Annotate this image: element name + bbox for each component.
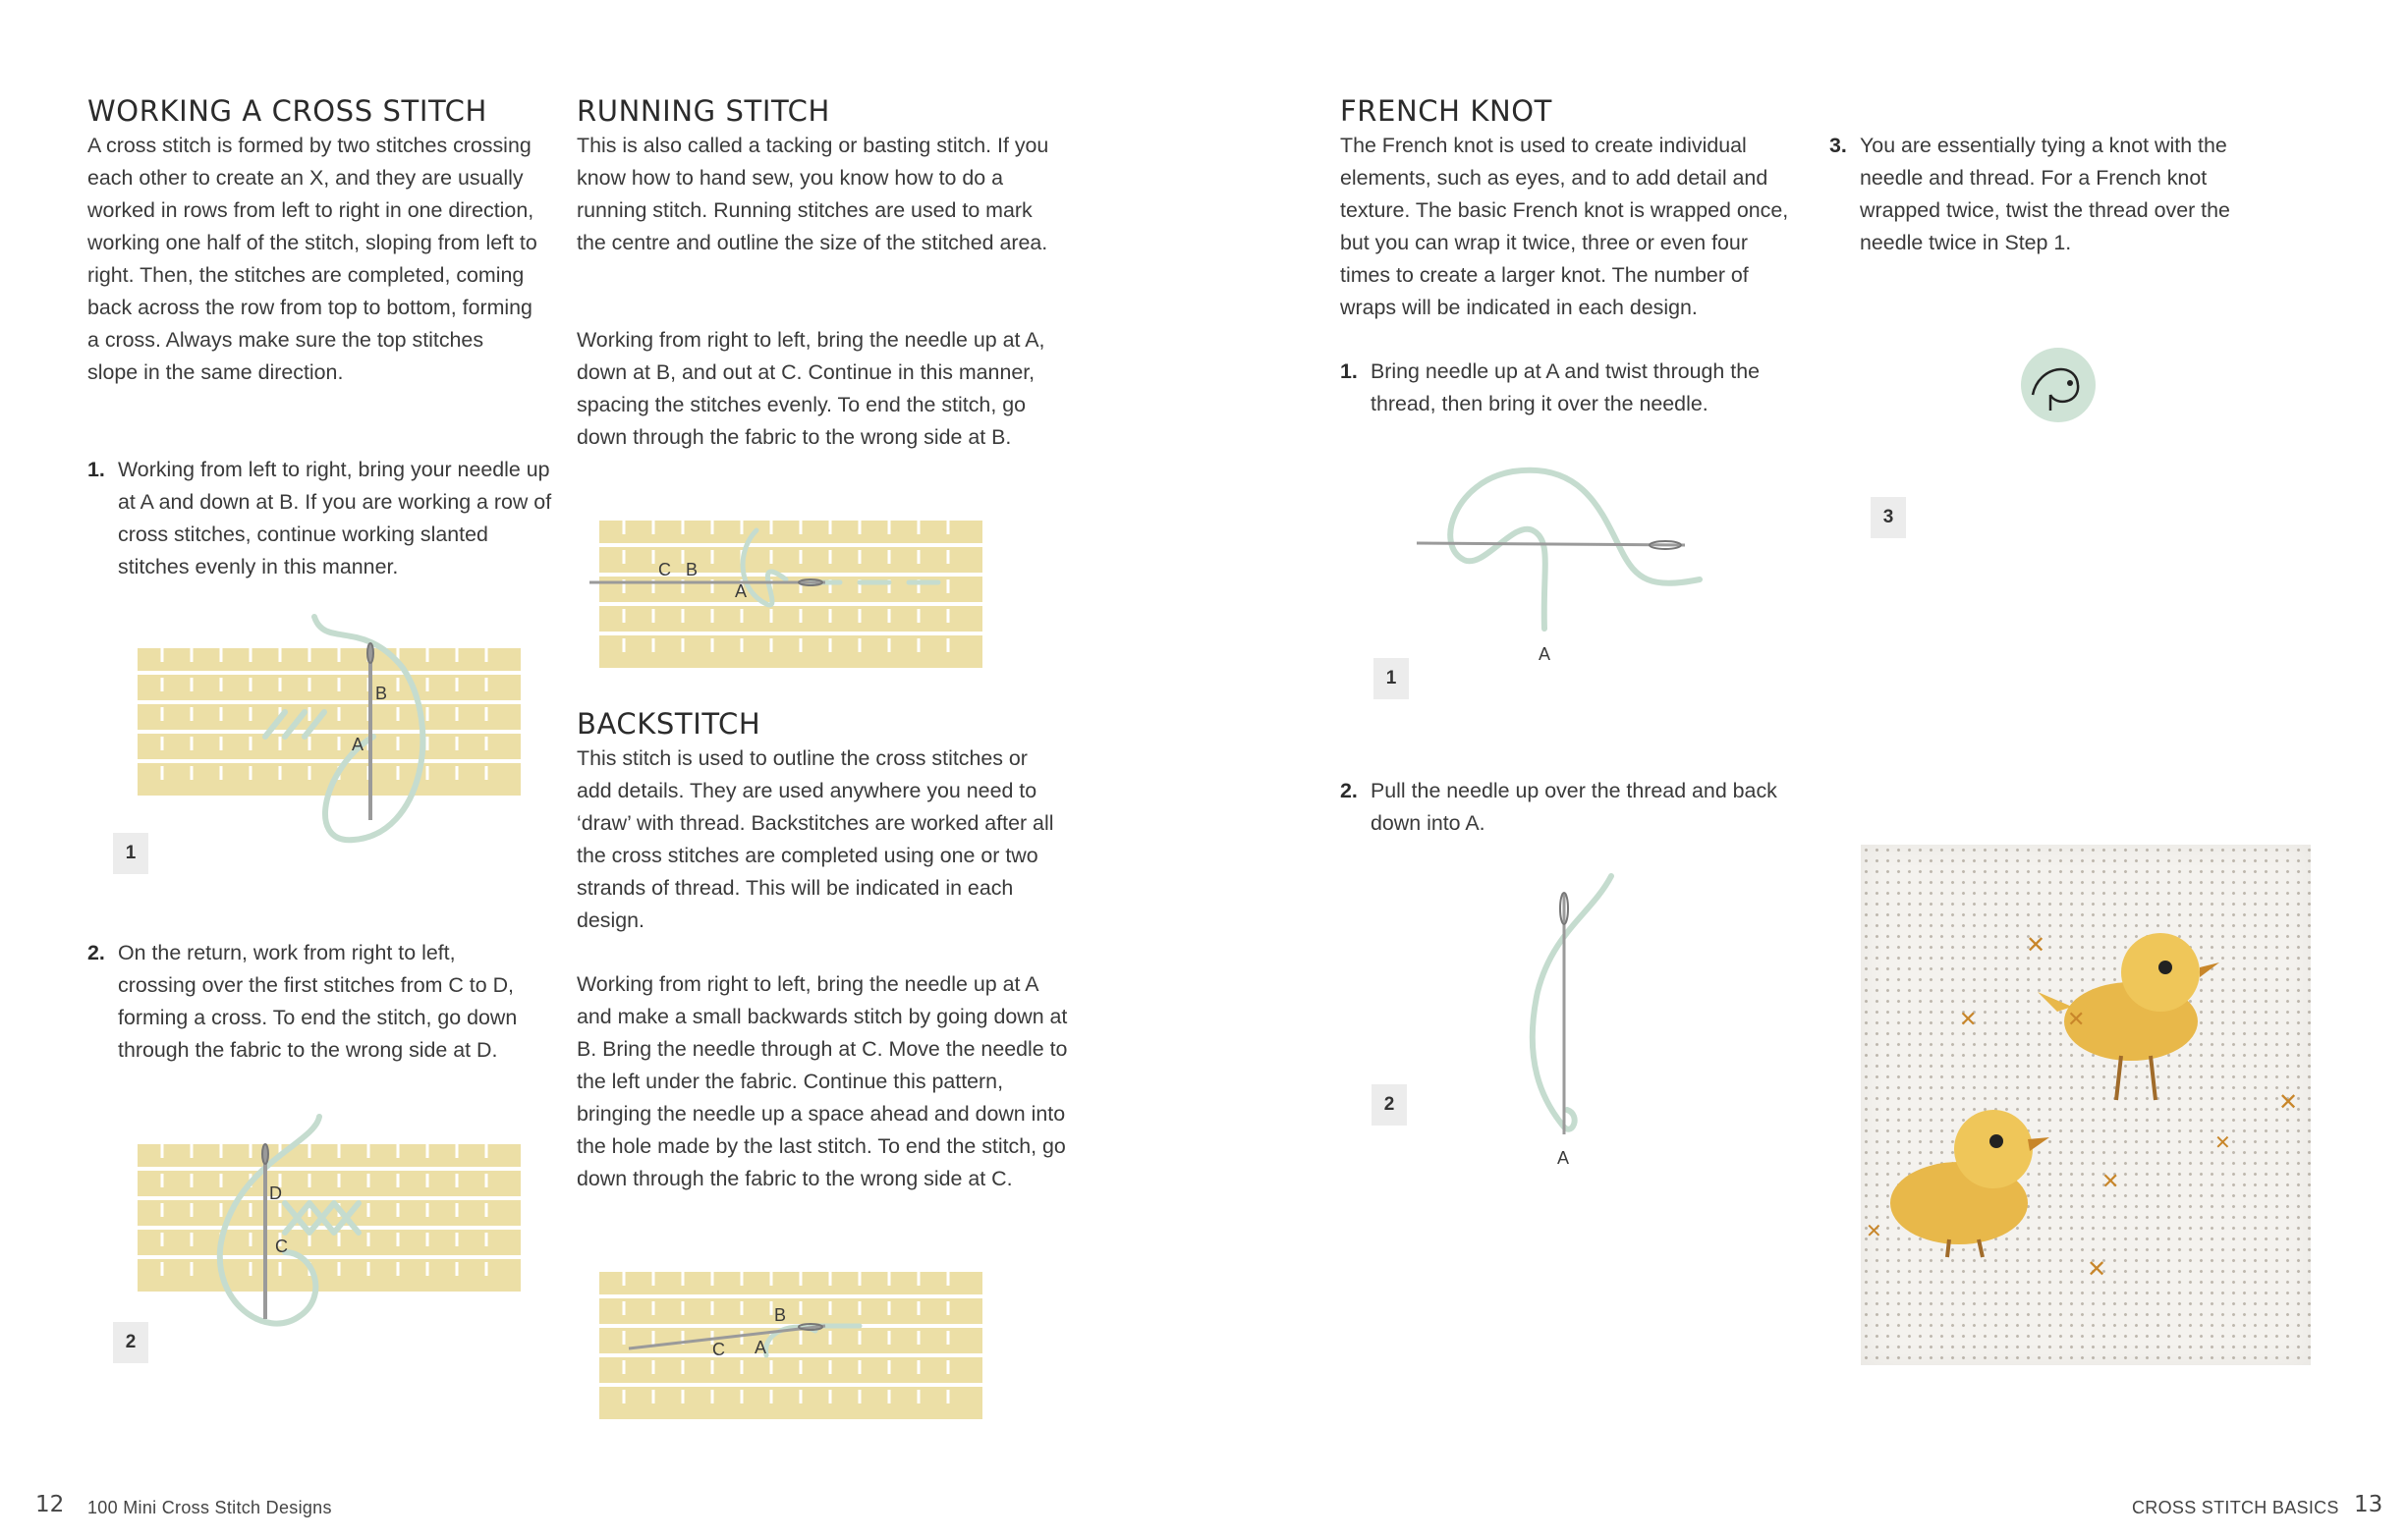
svg-text:✕: ✕ — [2026, 931, 2046, 959]
figure-badge-2: 2 — [1372, 1084, 1407, 1126]
french-knot-figure-2 — [1474, 864, 1670, 1179]
step-text: On the return, work from right to left, crossing over the first stitches from C to D, forming a cross. To end the stitch, go down through the fabric to the wrong side at D. — [118, 941, 518, 1062]
cross-stitch-step-2 — [87, 937, 539, 1067]
french-knot-figure-3 — [2019, 346, 2098, 424]
chicks-cross-stitch-photo — [1861, 845, 2311, 1365]
svg-text:✕: ✕ — [1866, 1219, 1882, 1242]
label-c: C — [658, 560, 671, 579]
page-number-left: 12 — [35, 1492, 65, 1517]
backstitch-figure — [589, 1262, 992, 1429]
label-a: A — [735, 581, 748, 601]
step-number: 1. — [1340, 359, 1358, 383]
label-c: C — [712, 1340, 725, 1359]
label-a: A — [352, 735, 364, 754]
cross-stitch-figure-1 — [128, 609, 540, 854]
label-a: A — [1539, 644, 1551, 664]
thread-icon — [1533, 876, 1611, 1129]
heading-running-stitch: RUNNING STITCH — [577, 94, 830, 128]
svg-text:✕: ✕ — [2278, 1088, 2299, 1116]
svg-text:✕: ✕ — [2087, 1255, 2107, 1283]
french-knot-icon — [2021, 348, 2096, 422]
running-stitch-figure — [589, 511, 992, 678]
cross-stitch-figure-2 — [128, 1105, 540, 1341]
label-c: C — [275, 1237, 288, 1256]
label-a: A — [755, 1338, 767, 1357]
label-b: B — [686, 560, 699, 579]
chick-stitch-icon — [1890, 1110, 2049, 1257]
backstitch-p1: This stitch is used to outline the cross stitches or add details. They are used anywhere you need to ‘draw’ with thread. Backstitches are worked after all the cross stitches are completed using one or two strands of thread. This will be indicated in each design. — [577, 746, 1054, 932]
figure-badge-1: 1 — [113, 833, 148, 874]
cross-stitch-step-1 — [87, 454, 559, 583]
heading-backstitch: BACKSTITCH — [577, 707, 761, 741]
fabric-weave — [138, 648, 521, 796]
french-knot-step-2 — [1340, 775, 1812, 840]
svg-text:✕: ✕ — [1959, 1008, 1978, 1032]
french-knot-intro: The French knot is used to create individual elements, such as eyes, and to add detail and texture. The basic French knot is wrapped once, but you can wrap it twice, three or even four times to create a larger knot. The number of wraps will be indicated in each design. — [1340, 134, 1789, 319]
figure-badge-1: 1 — [1373, 658, 1409, 699]
chick-stitch-icon — [2038, 933, 2219, 1100]
page-number-right: 13 — [2354, 1492, 2383, 1517]
section-title: CROSS STITCH BASICS — [2132, 1498, 2339, 1517]
step-number: 2. — [87, 941, 105, 964]
step-number: 2. — [1340, 779, 1358, 802]
label-b: B — [774, 1305, 787, 1325]
fabric-weave — [138, 1144, 521, 1292]
figure-badge-2: 2 — [113, 1322, 148, 1363]
book-title: 100 Mini Cross Stitch Designs — [87, 1498, 332, 1517]
heading-cross-stitch: WORKING A CROSS STITCH — [87, 94, 487, 128]
label-a: A — [1557, 1148, 1570, 1168]
french-knot-step-3 — [1829, 130, 2291, 259]
figure-badge-3: 3 — [1871, 497, 1906, 538]
cross-stitch-intro: A cross stitch is formed by two stitches crossing each other to create an X, and they are usually worked in rows from left to right in one direction, working one half of the stitch, sloping from left to right. Then, the stitches are completed, coming back across the row from top to bottom, forming a cross. Always make sure the top stitches slope in the same direction. — [87, 134, 537, 384]
step-text: You are essentially tying a knot with the needle and thread. For a French knot wrapped twice, twist the thread over the needle twice in Step 1. — [1860, 134, 2230, 254]
step-text: Working from left to right, bring your needle up at A and down at B. If you are working a row of cross stitches, continue working slanted stitches evenly in this manner. — [118, 458, 552, 578]
french-knot-figure-1 — [1405, 452, 1729, 668]
svg-text:✕: ✕ — [2067, 1008, 2086, 1032]
label-d: D — [269, 1183, 282, 1203]
running-stitch-p2: Working from right to left, bring the needle up at A, down at B, and out at C. Continue in this manner, spacing the stitches evenly. To end the stitch, go down through the fabric to the wrong side at B. — [577, 328, 1045, 449]
heading-french-knot: FRENCH KNOT — [1340, 94, 1552, 128]
running-stitch-p1: This is also called a tacking or basting stitch. If you know how to hand sew, you know how to do a running stitch. Running stitches are used to mark the centre and outline the size of the stitched area. — [577, 134, 1049, 254]
needle-icon — [1417, 541, 1685, 549]
label-b: B — [375, 684, 388, 703]
fabric-weave — [599, 521, 982, 668]
step-number: 1. — [87, 458, 105, 481]
backstitch-p2: Working from right to left, bring the needle up at A and make a small backwards stitch by going down at B. Bring the needle through at C. Move the needle to the left under the fabric. Continue this pattern, bringing the needle up a space ahead and down into the hole made by the last stitch. To end the stitch, go down through the fabric to the wrong side at C. — [577, 972, 1068, 1190]
step-number: 3. — [1829, 134, 1847, 157]
step-text: Bring needle up at A and twist through the thread, then bring it over the needle. — [1371, 359, 1761, 415]
step-text: Pull the needle up over the thread and back down into A. — [1371, 779, 1777, 835]
french-knot-step-1 — [1340, 356, 1812, 420]
svg-text:✕: ✕ — [2214, 1130, 2231, 1154]
svg-text:✕: ✕ — [2101, 1170, 2120, 1194]
